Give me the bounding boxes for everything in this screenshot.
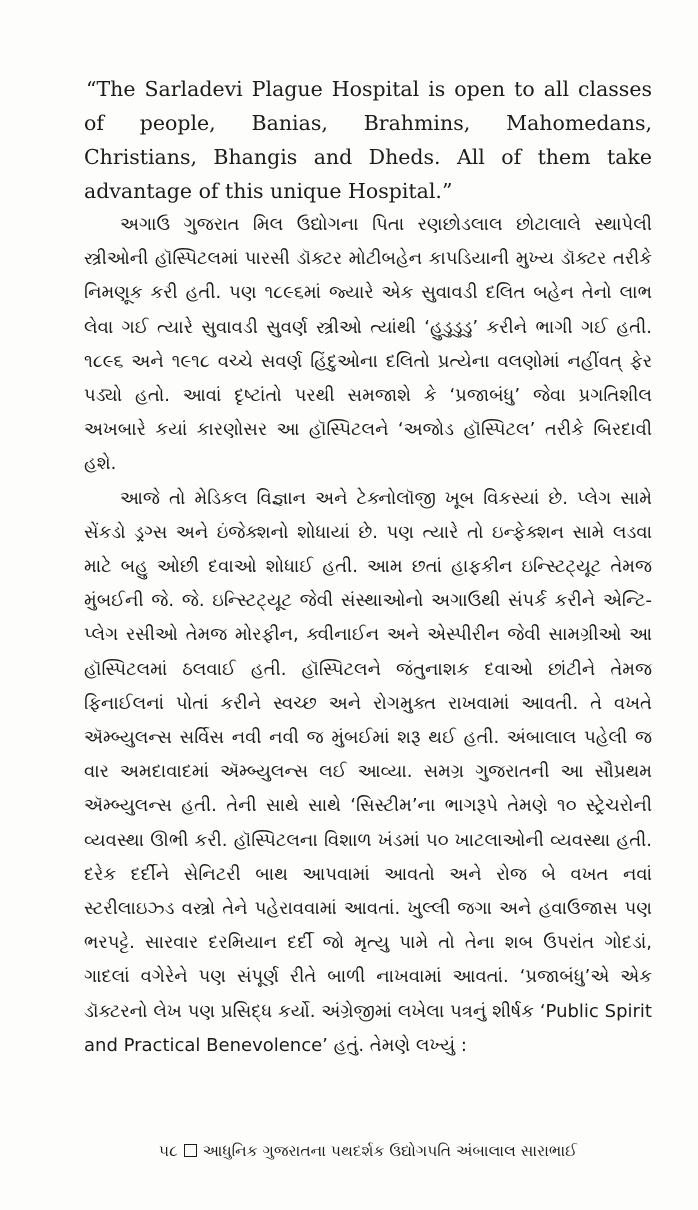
page-number: ૫૮ <box>158 1142 178 1160</box>
page-body <box>84 72 652 1063</box>
quote-paragraph: “The Sarladevi Plague Hospital is open to all classes of people, Banias, Brahmins, Mahomedans, Christians, Bhangis and Dheds. All of them take advantage of this unique Hospital.” <box>84 77 652 203</box>
book-title: આધુનિક ગુજરાતના પથદર્શક ઉદ્યોગપતિ અંબાલાલ સારાભાઈ <box>202 1142 578 1160</box>
paragraph-medical-facilities: આજે તો મેડિકલ વિજ્ઞાન અને ટેક્નોલૉજી ખૂબ વિકસ્યાં છે. પ્લેગ સામે સેંકડો ડ્રગ્સ અને ઇંજેક્શનો શોધાયાં છે. પણ ત્યારે તો ઇન્ફેક્શન સામે લડવા માટે બહુ ઓછી દવાઓ શોધાઈ હતી. આમ છતાં હાફકીન ઇન્સ્ટિટ્યૂટ તેમજ મુંબઈની જે. જે. ઇન્સ્ટિટ્યૂટ જેવી સંસ્થાઓનો અગાઉથી સંપર્ક કરીને એન્ટિ-પ્લેગ રસીઓ તેમજ મોરફીન, ક્વીનાઈન અને એસ્પીરીન જેવી સામગ્રીઓ આ હૉસ્પિટલમાં ઠલવાઈ હતી. હૉસ્પિટલને જંતુનાશક દવાઓ છાંટીને તેમજ ફિનાઈલનાં પોતાં કરીને સ્વચ્છ અને રોગમુક્ત રાખવામાં આવતી. તે વખતે ઍમ્બ્યુલન્સ સર્વિસ નવી નવી જ મુંબઈમાં શરૂ થઈ હતી. અંબાલાલ પહેલી જ વાર અમદાવાદમાં ઍમ્બ્યુલન્સ લઈ આવ્યા. સમગ્ર ગુજરાતની આ સૌપ્રથમ ઍમ્બ્યુલન્સ હતી. તેની સાથે સાથે ‘સિસ્ટીમ’ના ભાગરૂપે તેમણે ૧૦ સ્ટ્રેચરોની વ્યવસ્થા ઊભી કરી. હૉસ્પિટલના વિશાળ ખંડમાં ૫૦ ખાટલાઓની વ્યવસ્થા હતી. દરેક દર્દીને સેનિટરી બાથ આપવામાં આવતો અને રોજ બે વખત નવાં સ્ટરીલાઇઝ્ડ વસ્ત્રો તેને પહેરાવવામાં આવતાં. ખુલ્લી જગા અને હવાઉજાસ પણ ભરપટ્ટે. સારવાર દરમિયાન દર્દી જો મૃત્યુ પામે તો તેના શબ ઉપરાંત ગોદડાં, ગાદલાં વગેરેને પણ સંપૂર્ણ રીતે બાળી નાખવામાં આવતાં. ‘પ્રજાબંધુ’એ એક ડૉક્ટરનો લેખ પણ પ્રસિદ્ધ કર્યો. અંગ્રેજીમાં લખેલા પત્રનું શીર્ષક ‘Public Spirit and Practical Benevolence’ હતું. તેમણે લખ્યું : <box>84 487 652 1056</box>
paragraph-ahmedabad-women-hospital: અગાઉ ગુજરાત મિલ ઉદ્યોગના પિતા રણછોડલાલ છોટાલાલે સ્થાપેલી સ્ત્રીઓની હૉસ્પિટલમાં પારસી ડૉક્ટર મોટીબહેન કાપડિયાની મુખ્ય ડૉક્ટર તરીકે નિમણૂક કરી હતી. પણ ૧૮૯૬માં જ્યારે એક સુવાવડી દલિત બહેન તેનો લાભ લેવા ગઈ ત્યારે સુવાવડી સુવર્ણ સ્ત્રીઓ ત્યાંથી ‘હુડુડુડુ’ કરીને ભાગી ગઈ હતી. ૧૮૯૬ અને ૧૯૧૮ વચ્ચે સવર્ણ હિંદુઓના દલિતો પ્રત્યેના વલણોમાં નહીંવત્ ફેર પડ્યો હતો. આવાં દૃષ્ટાંતો પરથી સમજાશે કે ‘પ્રજાબંધુ’ જેવા પ્રગતિશીલ અખબારે કયાં કારણોસર આ હૉસ્પિટલને ‘અજોડ હૉસ્પિટલ’ તરીકે બિરદાવી હશે. <box>84 214 652 475</box>
square-separator-icon <box>184 1144 197 1157</box>
page-footer <box>84 1142 652 1161</box>
